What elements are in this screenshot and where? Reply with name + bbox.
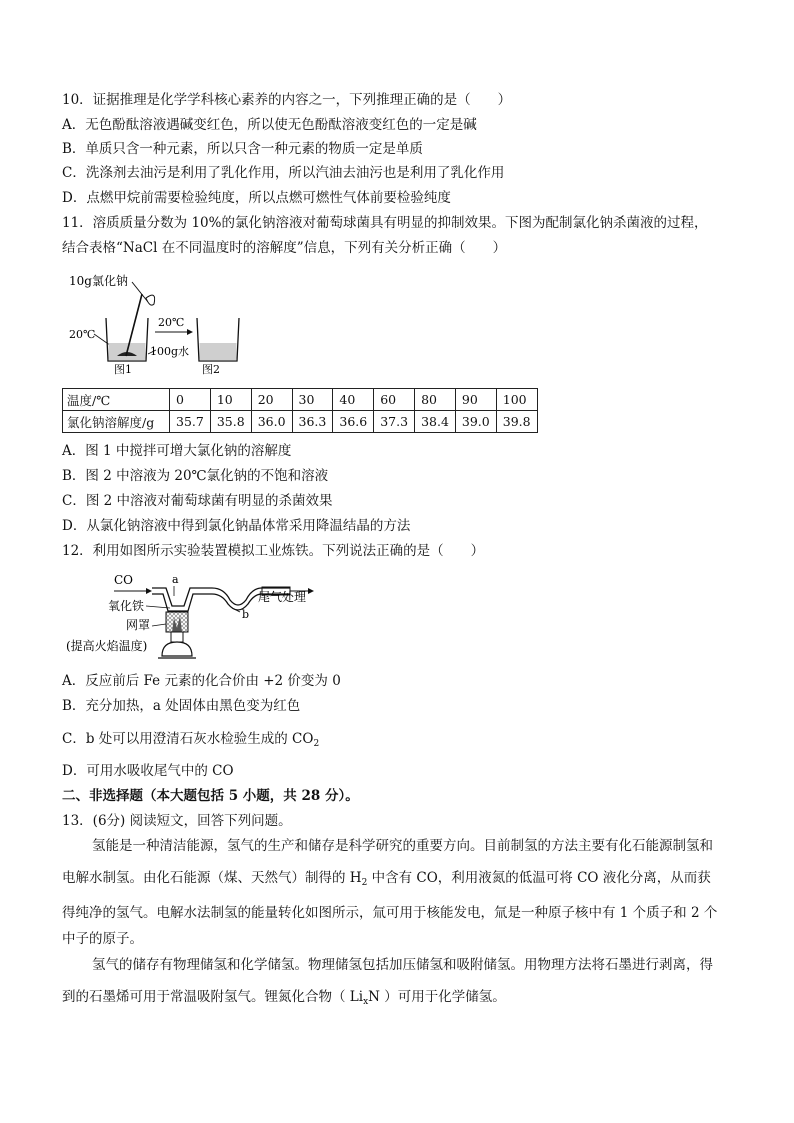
table-row: [63, 389, 538, 411]
solubility-cell: 35.7: [170, 411, 211, 433]
q11-figure-beakers: [62, 268, 332, 380]
h2-subscript: 2: [361, 878, 368, 888]
salt-label: 10g氯化钠: [69, 274, 128, 288]
table-row: [63, 411, 538, 433]
net-note-label: (提高火焰温度): [66, 639, 148, 653]
exhaust-label: 尾气处理: [258, 590, 307, 604]
q12-stem: 12．利用如图所示实验装置模拟工业炼铁。下列说法正确的是（ ）: [62, 543, 485, 559]
temp-cell: 0: [170, 389, 211, 411]
temp-cell: 30: [292, 389, 333, 411]
solubility-cell: 38.4: [415, 411, 456, 433]
q11-stem-line2: 结合表格“NaCl 在不同温度时的溶解度”信息，下列有关分析正确（ ）: [62, 240, 507, 256]
temp-cell: 40: [333, 389, 374, 411]
q13-paragraph2-line2: [62, 988, 506, 1006]
net-label: 网罩: [126, 618, 151, 632]
q10-option-d: D．点燃甲烷前需要检验纯度，所以点燃可燃性气体前要检验纯度: [62, 190, 451, 206]
q13-p2-l2-text-a: 到的石墨烯可用于常温吸附氢气。锂氮化合物（ Li: [62, 989, 364, 1005]
q10-option-c: C．洗涤剂去油污是利用了乳化作用，所以汽油去油污也是利用了乳化作用: [62, 165, 505, 181]
q12-option-b: B．充分加热，a 处固体由黑色变为红色: [62, 698, 301, 714]
temp-label-left: 20℃: [69, 328, 96, 341]
solubility-cell: 39.0: [455, 411, 496, 433]
q13-paragraph1-line2: [62, 869, 711, 887]
solubility-cell: 35.8: [210, 411, 251, 433]
q11-stem-line1: 11．溶质质量分数为 10%的氯化钠溶液对葡萄球菌具有明显的抑制效果。下图为配制氯化钠杀菌液的过程，: [62, 215, 708, 231]
solubility-cell: 39.8: [496, 411, 537, 433]
q13-p2-l2-text-b: N ）可用于化学储氢。: [368, 989, 506, 1005]
fig1-caption: 图1: [114, 363, 132, 376]
water-label: 100g水: [150, 345, 190, 358]
point-b-label: b: [242, 608, 250, 621]
q13-paragraph2-line1: 氢气的储存有物理储氢和化学储氢。物理储氢包括加压储氢和吸附储氢。用物理方法将石墨进行剥离，得: [92, 957, 713, 973]
solubility-cell: 36.6: [333, 411, 374, 433]
q12-option-c-text: C．b 处可以用澄清石灰水检验生成的 CO: [62, 731, 314, 747]
q12-option-a: A．反应前后 Fe 元素的化合价由 +2 价变为 0: [62, 673, 341, 689]
arrow-temp-label: 20℃: [158, 316, 185, 329]
q12-option-c-subscript: 2: [313, 739, 320, 749]
q11-option-b: B．图 2 中溶液为 20℃氯化钠的不饱和溶液: [62, 468, 329, 484]
temp-cell: 60: [374, 389, 415, 411]
temp-cell: 80: [415, 389, 456, 411]
q13-stem: 13．(6分) 阅读短文，回答下列问题。: [62, 813, 292, 829]
q10-option-a: A．无色酚酞溶液遇碱变红色，所以使无色酚酞溶液变红色的一定是碱: [62, 117, 477, 133]
co-label: CO: [114, 573, 134, 587]
q11-option-d: D．从氯化钠溶液中得到氯化钠晶体常采用降温结晶的方法: [62, 518, 411, 534]
iron-oxide-label: 氧化铁: [108, 599, 145, 613]
q13-paragraph1-line3: 得纯净的氢气。电解水法制氢的能量转化如图所示，氚可用于核能发电，氚是一种原子核中有 1 个质子和 2 个: [62, 905, 718, 921]
q13-paragraph1-line4: 中子的原子。: [62, 931, 143, 947]
temp-header: 温度/℃: [63, 389, 170, 411]
q13-paragraph1-line1: 氢能是一种清洁能源，氢气的生产和储存是科学研究的重要方向。目前制氢的方法主要有化石能源制氢和: [92, 838, 713, 854]
temp-cell: 20: [251, 389, 292, 411]
q12-figure-apparatus: [62, 566, 322, 666]
q10-stem: 10．证据推理是化学学科核心素养的内容之一，下列推理正确的是（ ）: [62, 92, 512, 108]
q11-option-c: C．图 2 中溶液对葡萄球菌有明显的杀菌效果: [62, 493, 333, 509]
solubility-header: 氯化钠溶解度/g: [63, 411, 170, 433]
q11-option-a: A．图 1 中搅拌可增大氯化钠的溶解度: [62, 443, 292, 459]
fig2-caption: 图2: [202, 363, 220, 376]
temp-cell: 90: [455, 389, 496, 411]
q13-p1-l2-text-a: 电解水制氢。由化石能源（煤、天然气）制得的 H: [62, 870, 362, 886]
q12-option-c: [62, 730, 319, 748]
solubility-table: [62, 388, 538, 433]
temp-cell: 100: [496, 389, 537, 411]
solubility-cell: 36.3: [292, 411, 333, 433]
solubility-cell: 36.0: [251, 411, 292, 433]
q10-option-b: B．单质只含一种元素，所以只含一种元素的物质一定是单质: [62, 141, 423, 157]
temp-cell: 10: [210, 389, 251, 411]
section-heading: 二、非选择题（本大题包括 5 小题，共 28 分）。: [62, 788, 359, 804]
q12-option-d: D．可用水吸收尾气中的 CO: [62, 763, 234, 779]
solubility-cell: 37.3: [374, 411, 415, 433]
lix-subscript: x: [363, 997, 369, 1007]
q13-p1-l2-text-b: 中含有 CO，利用液氮的低温可将 CO 液化分离，从而获: [367, 870, 711, 886]
point-a-label: a: [172, 573, 179, 586]
